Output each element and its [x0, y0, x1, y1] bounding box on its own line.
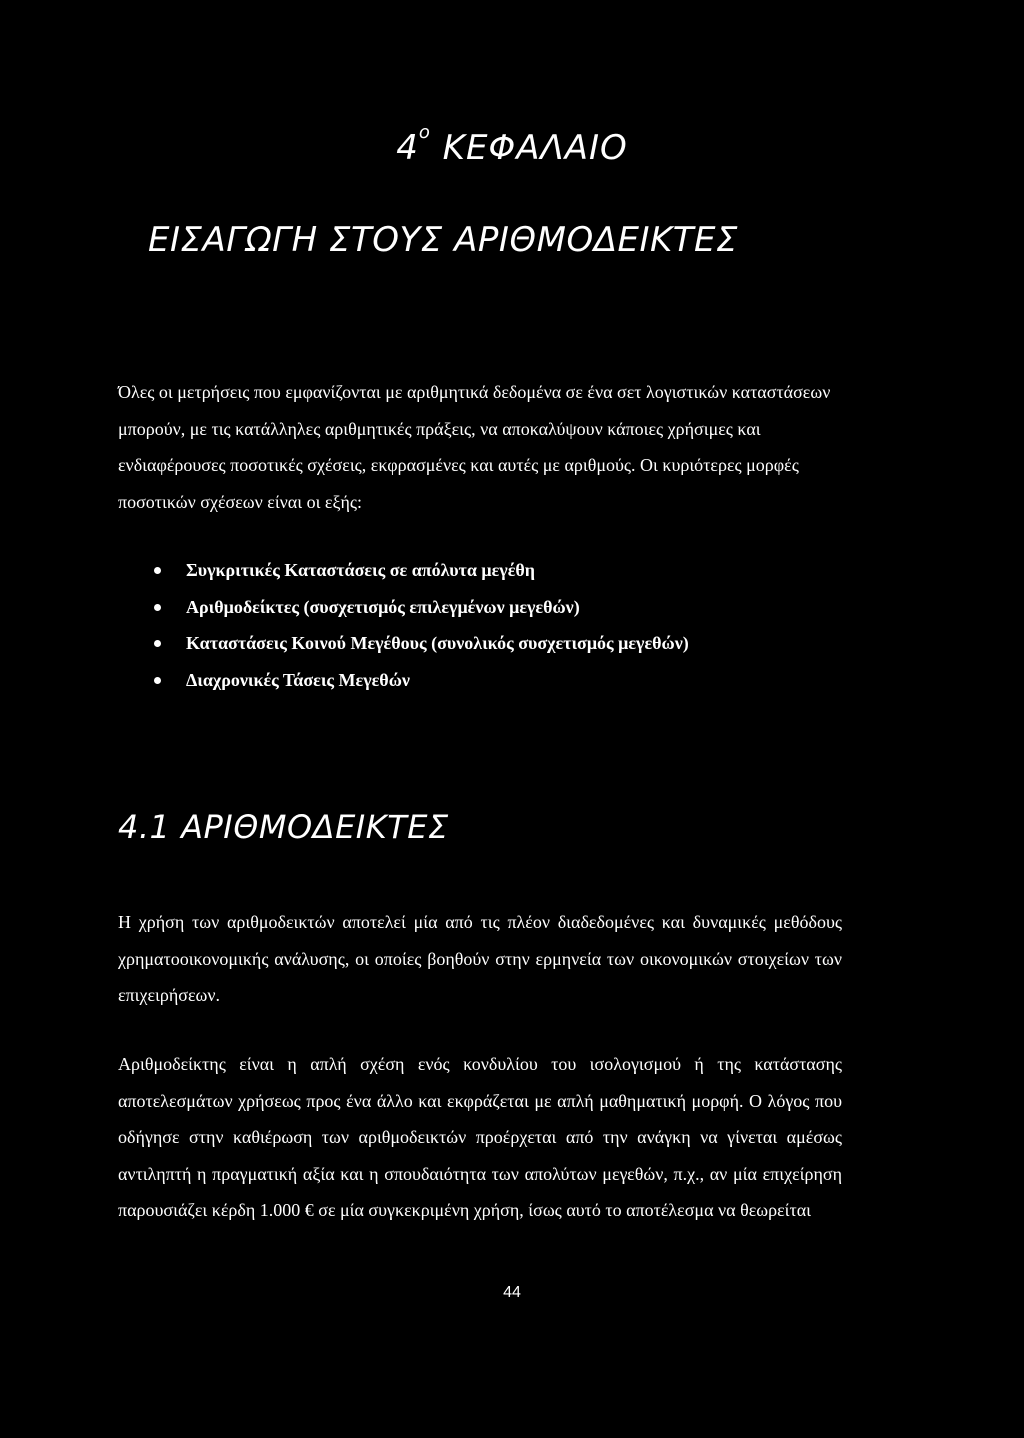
list-item: Καταστάσεις Κοινού Μεγέθους (συνολικός συσχετισμός μεγεθών): [150, 625, 850, 662]
section-paragraph: Η χρήση των αριθμοδεικτών αποτελεί μία από τις πλέον διαδεδομένες και δυναμικές μεθόδους χρηματοοικονομικής ανάλυσης, οι οποίες βοηθούν στην ερμηνεία των οικονομικών στοιχείων των επιχειρήσεων.: [118, 912, 842, 1005]
chapter-heading: [0, 122, 1024, 168]
list-item: Συγκριτικές Καταστάσεις σε απόλυτα μεγέθη: [150, 552, 850, 589]
section-title: 4.1 ΑΡΙΘΜΟΔΕΙΚΤΕΣ: [118, 808, 449, 846]
chapter-number: 4: [396, 128, 419, 168]
list-item: Αριθμοδείκτες (συσχετισμός επιλεγμένων μεγεθών): [150, 589, 850, 626]
chapter-title: ΕΙΣΑΓΩΓΗ ΣΤΟΥΣ ΑΡΙΘΜΟΔΕΙΚΤΕΣ: [148, 220, 739, 260]
intro-paragraph: Όλες οι μετρήσεις που εμφανίζονται με αριθμητικά δεδομένα σε ένα σετ λογιστικών καταστάσεων μπορούν, με τις κατάλληλες αριθμητικές πράξεις, να αποκαλύψουν κάποιες χρήσιμες και ενδιαφέρουσες ποσοτικές σχέσεις, εκφρασμένες και αυτές με αριθμούς. Οι κυριότερες μορφές ποσοτικών σχέσεων είναι οι εξής:: [118, 382, 831, 512]
chapter-label: ΚΕΦΑΛΑΙΟ: [442, 128, 628, 168]
list-item: Διαχρονικές Τάσεις Μεγεθών: [150, 662, 850, 699]
relationship-forms-list: [150, 552, 850, 698]
page-number: 44: [503, 1284, 521, 1301]
chapter-ordinal-mark: o: [418, 122, 431, 143]
section-paragraph: Αριθμοδείκτης είναι η απλή σχέση ενός κονδυλίου του ισολογισμού ή της κατάστασης αποτελεσμάτων χρήσεως προς ένα άλλο και εκφράζεται με απλή μαθηματική μορφή. Ο λόγος που οδήγησε στην καθιέρωση των αριθμοδεικτών προέρχεται από την ανάγκη να γίνεται αμέσως αντιληπτή η πραγματική αξία και η σπουδαιότητα των απολύτων μεγεθών, π.χ., αν μία επιχείρηση παρουσιάζει κέρδη 1.000 € σε μία συγκεκριμένη χρήση, ίσως αυτό το αποτέλεσμα να θεωρείται: [118, 1054, 842, 1220]
